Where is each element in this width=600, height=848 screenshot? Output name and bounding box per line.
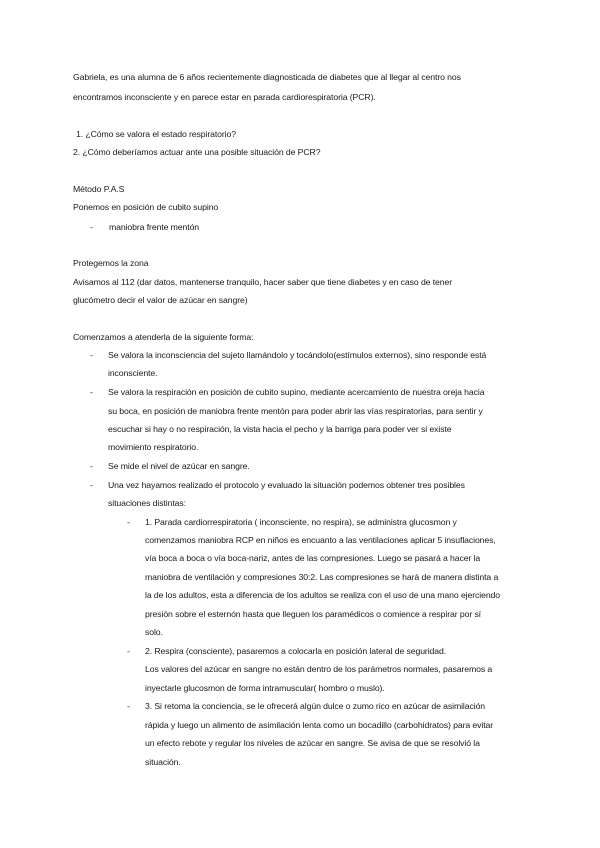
bullet-dash: -: [90, 480, 93, 490]
question-2: 2. ¿Cómo deberíamos actuar ante una posible situación de PCR?: [73, 147, 321, 157]
situation-3-line: situación.: [145, 757, 181, 767]
care-bullet-1-line: inconsciente.: [108, 368, 158, 378]
situation-2-line: 2. Respira (consciente), pasaremos a colocarla en posición lateral de seguridad.: [145, 646, 447, 656]
care-bullet-4-line: situaciones distintas:: [108, 498, 186, 508]
situation-1-line: solo.: [145, 627, 163, 637]
situation-1-line: 1. Parada cardiorrespiratoria ( inconsciente, no respira), se administra glucosmon y: [145, 517, 457, 527]
care-heading: Comenzamos a atenderla de la siguiente forma:: [73, 332, 254, 342]
question-1: 1. ¿Cómo se valora el estado respiratorio?: [76, 129, 236, 139]
bullet-dash: -: [90, 350, 93, 360]
situation-3-line: un efecto rebote y regular los niveles de azúcar en sangre. Se avisa de que se resolvió la: [145, 738, 480, 748]
situation-1-line: maniobra de ventilación y compresiones 30:2. Las compresiones se hará de manera distinta a: [145, 572, 499, 582]
situation-1-line: vía boca a boca o vía boca-nariz, antes de las compresiones. Luego se pasará a hacer la: [145, 553, 481, 563]
bullet-dash: -: [90, 387, 93, 397]
situation-2-line: Los valores del azúcar en sangre no están dentro de los parámetros normales, pasaremos a: [145, 664, 493, 674]
situation-1-line: comenzamos maniobra RCP en niños es encuanto a las ventilaciones aplicar 5 insuflaciones,: [145, 535, 496, 545]
method-maneuver: maniobra frente mentón: [109, 222, 200, 232]
intro-line-2: encontramos inconsciente y en parece estar en parada cardiorespiratoria (PCR).: [73, 92, 376, 102]
protect-line-2: glucómetro decir el valor de azúcar en sangre): [73, 295, 248, 305]
bullet-dash: -: [90, 222, 93, 232]
care-bullet-2-line: su boca, en posición de maniobra frente mentón para poder abrir las vías respiratorias, para sentir y: [108, 406, 483, 416]
method-heading: Método P.A.S: [73, 184, 125, 194]
situation-3-line: rápida y luego un alimento de asimilación lenta como un bocadillo (carbohidratos) para evitar: [145, 720, 494, 730]
protect-heading: Protegemos la zona: [73, 258, 149, 268]
bullet-dash: -: [127, 517, 130, 527]
care-bullet-1-line: Se valora la inconsciencia del sujeto llamándolo y tocándolo(estímulos externos), sino responde está: [108, 350, 487, 360]
situation-3-line: 3. Si retoma la conciencia, se le ofrecerá algún dulce o zumo rico en azúcar de asimilación: [145, 701, 486, 711]
care-bullet-2-line: movimiento respiratorio.: [108, 442, 199, 452]
intro-line-1: Gabriela, es una alumna de 6 años recientemente diagnosticada de diabetes que al llegar al centro nos: [73, 72, 461, 82]
situation-1-line: presión sobre el esternón hasta que lleguen los paramédicos o comience a respirar por sí: [145, 609, 481, 619]
care-bullet-2-line: Se valora la respiración en posición de cubito supino, mediante acercamiento de nuestra oreja hacia: [108, 387, 485, 397]
bullet-dash: -: [127, 701, 130, 711]
situation-2-line: inyectarle glucosmon de forma intramuscular( hombro o muslo).: [145, 683, 385, 693]
method-position: Ponemos en posición de cubito supino: [73, 202, 219, 212]
situation-1-line: la de los adultos, esta a diferencia de los adultos se realiza con el uso de una mano ejerciendo: [145, 590, 501, 600]
protect-line-1: Avisamos al 112 (dar datos, mantenerse tranquilo, hacer saber que tiene diabetes y en caso de tener: [73, 277, 453, 287]
bullet-dash: -: [90, 461, 93, 471]
care-bullet-3-line: Se mide el nivel de azúcar en sangre.: [108, 461, 250, 471]
care-bullet-4-line: Una vez hayamos realizado el protocolo y evaluado la situación podemos obtener tres posibles: [108, 480, 465, 490]
care-bullet-2-line: escuchar si hay o no respiración, la vista hacia el pecho y la barriga para poder ver si existe: [108, 424, 452, 434]
bullet-dash: -: [127, 646, 130, 656]
